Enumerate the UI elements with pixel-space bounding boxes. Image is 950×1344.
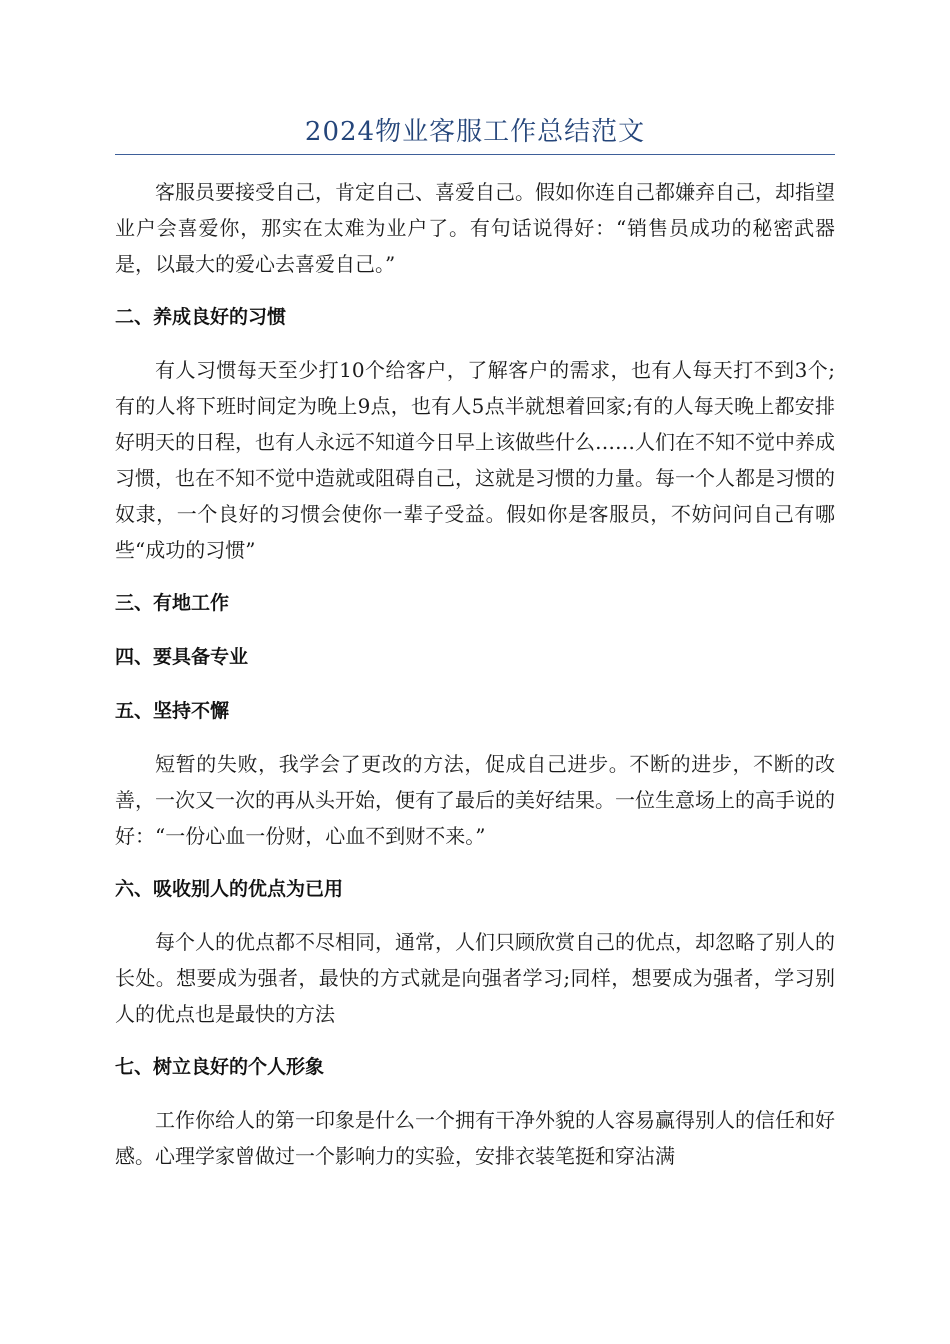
body-paragraph: 每个人的优点都不尽相同，通常，人们只顾欣赏自己的优点，却忽略了别人的长处。想要成为强者，最快的方式就是向强者学习;同样，想要成为强者，学习别人的优点也是最快的方法 <box>115 930 835 1026</box>
document-body <box>115 174 835 1190</box>
section-heading: 四、要具备专业 <box>115 646 249 668</box>
body-paragraph: 工作你给人的第一印象是什么一个拥有干净外貌的人容易赢得别人的信任和好感。心理学家曾做过一个影响力的实验，安排衣装笔挺和穿沾满 <box>115 1108 835 1168</box>
document-title: 2024物业客服工作总结范文 <box>304 117 646 147</box>
body-paragraph: 客服员要接受自己，肯定自己、喜爱自己。假如你连自己都嫌弃自己，却指望业户会喜爱你，那实在太难为业户了。有句话说得好：“销售员成功的秘密武器是，以最大的爱心去喜爱自己。” <box>115 180 835 276</box>
section-heading: 三、有地工作 <box>115 592 230 614</box>
section-heading: 七、树立良好的个人形象 <box>115 1056 325 1078</box>
title-underline <box>115 154 835 155</box>
body-paragraph: 有人习惯每天至少打10个给客户，了解客户的需求，也有人每天打不到3个;有的人将下班时间定为晚上9点，也有人5点半就想着回家;有的人每天晚上都安排好明天的日程，也有人永远不知道今日早上该做些什么……人们在不知不觉中养成习惯，也在不知不觉中造就或阻碍自己，这就是习惯的力量。每一个人都是习惯的奴隶，一个良好的习惯会使你一辈子受益。假如你是客服员，不妨问问自己有哪些“成功的习惯” <box>115 358 835 562</box>
section-heading: 二、养成良好的习惯 <box>115 306 287 328</box>
section-heading: 五、坚持不懈 <box>115 700 230 722</box>
body-paragraph: 短暂的失败，我学会了更改的方法，促成自己进步。不断的进步，不断的改善，一次又一次的再从头开始，便有了最后的美好结果。一位生意场上的高手说的好：“一份心血一份财，心血不到财不来。” <box>115 752 835 848</box>
section-heading: 六、吸收别人的优点为已用 <box>115 878 344 900</box>
